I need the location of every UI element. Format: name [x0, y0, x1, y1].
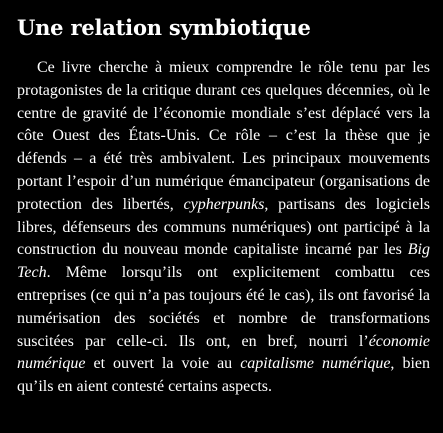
italic-text-run: Big Tech [17, 241, 430, 282]
text-run: Ce livre cherche à mieux comprendre le rôle tenu par les protagonistes de la critique durant ces quelques décennies, où le centre de gravité de l’économie mondiale s’est déplacé vers la côte Ouest des États-Unis. Ce rôle – c’est la thèse que je défends – a été très ambivalent. Les principaux mouvements portant l’espoir d’un numérique émancipateur (organisations de protection des libertés, [17, 59, 430, 213]
text-run: . Même lorsqu’ils ont explicitement combattu ces entreprises (ce qui n’a pas toujours été le cas), ils ont favorisé la numérisation des sociétés et nombre de transformations suscitées par celle-ci. Ils ont, en bref, nourri l’ [17, 264, 430, 350]
body-paragraph [17, 57, 430, 399]
text-run: , bien qu’ils en aient contesté certains aspects. [17, 355, 430, 396]
text-run: , partisans des logiciels libres, défenseurs des communs numériques) ont participé à la construction du nouveau monde capitaliste incarné par les [17, 195, 430, 259]
italic-text-run: économie numérique [17, 332, 430, 373]
italic-text-run: cypherpunks [183, 195, 265, 213]
text-run: et ouvert la voie au [85, 355, 241, 373]
italic-text-run: capitalisme numérique [240, 355, 391, 373]
section-title: Une relation symbiotique [17, 15, 311, 40]
